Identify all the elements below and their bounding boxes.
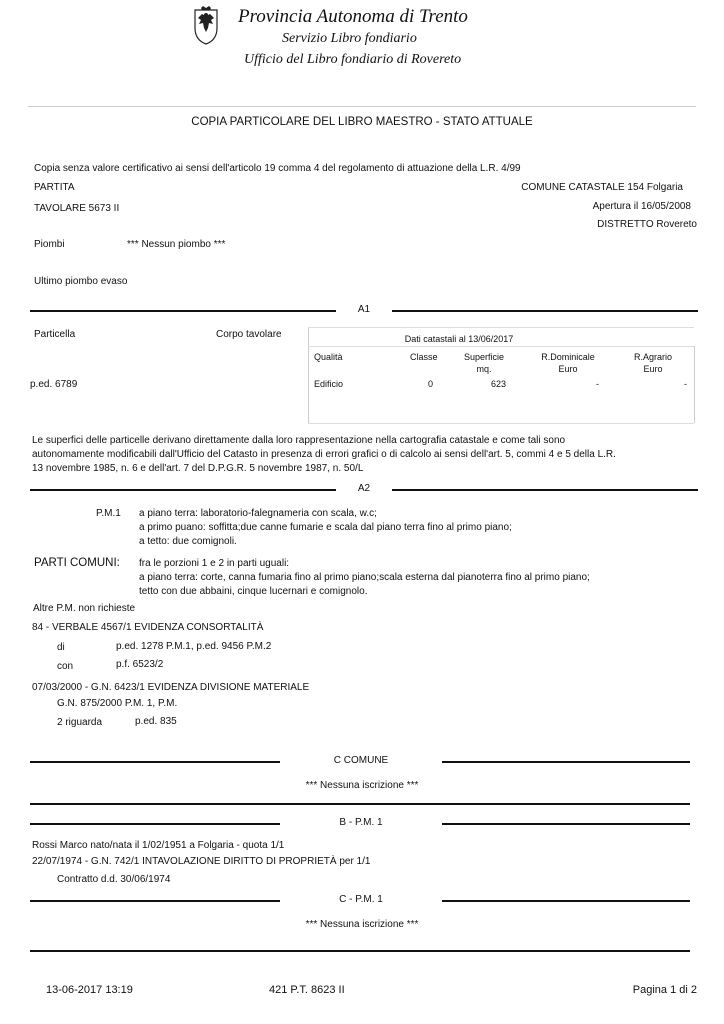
gn-title: 07/03/2000 - G.N. 6423/1 EVIDENZA DIVISIONE MATERIALE <box>32 682 310 693</box>
row-classe: 0 <box>428 379 434 389</box>
dati-catastali-title: Dati catastali al 13/06/2017 <box>404 334 514 344</box>
header-divider <box>28 106 696 107</box>
section-b-pm1-rule-right <box>442 823 690 825</box>
pm1-label: P.M.1 <box>96 508 121 519</box>
partita-label: PARTITA <box>34 182 75 193</box>
a1-note-line-2: autonomamente modificabili dall'Ufficio del Catasto in presenza di errori grafici o di calcolo ai sensi dell'art. 5, commi 4 e 5 della L.R. <box>32 449 616 460</box>
apertura-date: Apertura il 16/05/2008 <box>592 201 691 212</box>
header-office: Ufficio del Libro fondiario di Rovereto <box>244 52 462 67</box>
eagle-crest-icon <box>191 6 221 46</box>
dati-box-top <box>308 327 694 328</box>
verbale-di-label: di <box>57 642 65 653</box>
verbale-di-value: p.ed. 1278 P.M.1, p.ed. 9456 P.M.2 <box>116 641 272 652</box>
footer-datetime: 13-06-2017 13:19 <box>46 984 133 996</box>
intavolazione-entry: 22/07/1974 - G.N. 742/1 INTAVOLAZIONE DIRITTO DI PROPRIETÀ per 1/1 <box>32 856 371 867</box>
section-a2-rule-right <box>392 489 698 491</box>
parti-comuni-line-1: fra le porzioni 1 e 2 in parti uguali: <box>139 558 290 569</box>
header-ragrario-unit: Euro <box>643 364 663 374</box>
section-c-comune-rule-right <box>442 761 690 763</box>
parti-comuni-line-2: a piano terra: corte, canna fumaria fino al primo piano;scala esterna dal pianoterra fino al primo piano; <box>139 572 590 583</box>
parti-comuni-line-3: tetto con due abbaini, cinque lucernari e comignolo. <box>139 586 368 597</box>
header-title: Provincia Autonoma di Trento <box>238 6 468 27</box>
comune-catastale: COMUNE CATASTALE 154 Folgaria <box>521 182 683 193</box>
section-a1-rule-left <box>30 310 336 312</box>
section-a1-rule-right <box>392 310 698 312</box>
dati-header-rule <box>308 346 694 347</box>
piombi-label: Piombi <box>34 239 65 250</box>
section-b-pm1-rule-left <box>30 823 280 825</box>
a1-note-line-3: 13 novembre 1985, n. 6 e dell'art. 7 del D.P.G.R. 5 novembre 1987, n. 50/L <box>32 463 364 474</box>
col-particella: Particella <box>34 329 76 340</box>
footer-reference: 421 P.T. 8623 II <box>269 984 345 996</box>
pm1-line-3: a tetto: due comignoli. <box>139 536 237 547</box>
c-comune-value: *** Nessuna iscrizione *** <box>305 780 419 791</box>
row-superficie: 623 <box>491 379 507 389</box>
section-a2-rule-left <box>30 489 336 491</box>
section-b-pm1-title: B - P.M. 1 <box>339 817 383 828</box>
header-ragrario: R.Agrario <box>633 352 672 362</box>
section-a1-title: A1 <box>357 304 371 315</box>
dati-box-bottom <box>308 423 694 424</box>
coat-of-arms-logo <box>191 6 221 46</box>
piombi-value: *** Nessun piombo *** <box>127 239 226 250</box>
header-rdominicale-unit: Euro <box>558 364 578 374</box>
header-superficie-unit: mq. <box>476 364 492 374</box>
section-a2-title: A2 <box>357 483 371 494</box>
section-c-comune-rule-left <box>30 761 280 763</box>
header-classe: Classe <box>410 352 438 362</box>
row-particella: p.ed. 6789 <box>30 379 78 390</box>
document-title: COPIA PARTICOLARE DEL LIBRO MAESTRO - STATO ATTUALE <box>191 116 533 128</box>
section-c-pm1-bottom-rule <box>30 950 690 952</box>
altre-pm: Altre P.M. non richieste <box>33 603 136 614</box>
tavolare-number: TAVOLARE 5673 II <box>34 203 120 214</box>
gn-riguarda-label: 2 riguarda <box>57 717 103 728</box>
section-c-comune-bottom-rule <box>30 803 690 805</box>
gn-riguarda-value: p.ed. 835 <box>135 716 177 727</box>
header-qualita: Qualità <box>314 352 343 362</box>
gn-line-1: G.N. 875/2000 P.M. 1, P.M. <box>57 698 178 709</box>
row-rdominicale: - <box>596 379 599 389</box>
section-c-pm1-rule-left <box>30 900 280 902</box>
ultimo-piombo: Ultimo piombo evaso <box>34 276 128 287</box>
verbale-title: 84 - VERBALE 4567/1 EVIDENZA CONSORTALITÀ <box>32 622 264 633</box>
dati-box-right <box>694 346 695 423</box>
verbale-con-label: con <box>57 661 74 672</box>
disclaimer-text: Copia senza valore certificativo ai sensi dell'articolo 19 comma 4 del regolamento di attuazione della L.R. 4/99 <box>34 163 521 174</box>
c-pm1-value: *** Nessuna iscrizione *** <box>305 919 419 930</box>
pm1-line-1: a piano terra: laboratorio-falegnameria con scala, w.c; <box>139 508 377 519</box>
header-rdominicale: R.Dominicale <box>541 352 595 362</box>
col-corpo-tavolare: Corpo tavolare <box>216 329 282 340</box>
parti-comuni-label: PARTI COMUNI: <box>34 557 120 569</box>
section-c-pm1-rule-right <box>442 900 690 902</box>
verbale-con-value: p.f. 6523/2 <box>116 659 164 670</box>
row-qualita: Edificio <box>314 379 344 389</box>
footer-page-number: Pagina 1 di 2 <box>632 984 697 996</box>
header-superficie: Superficie <box>463 352 505 362</box>
section-c-pm1-title: C - P.M. 1 <box>339 894 383 905</box>
owner-line: Rossi Marco nato/nata il 1/02/1951 a Folgaria - quota 1/1 <box>32 840 285 851</box>
header-service: Servizio Libro fondiario <box>282 31 417 46</box>
distretto: DISTRETTO Rovereto <box>597 219 697 230</box>
row-ragrario: - <box>684 379 687 389</box>
pm1-line-2: a primo puano: soffitta;due canne fumarie e scala dal piano terra fino al primo piano; <box>139 522 512 533</box>
a1-note-line-1: Le superfici delle particelle derivano direttamente dalla loro rappresentazione nella cartografia catastale e come tali sono <box>32 435 566 446</box>
contratto-line: Contratto d.d. 30/06/1974 <box>57 874 171 885</box>
section-c-comune-title: C COMUNE <box>333 755 389 766</box>
